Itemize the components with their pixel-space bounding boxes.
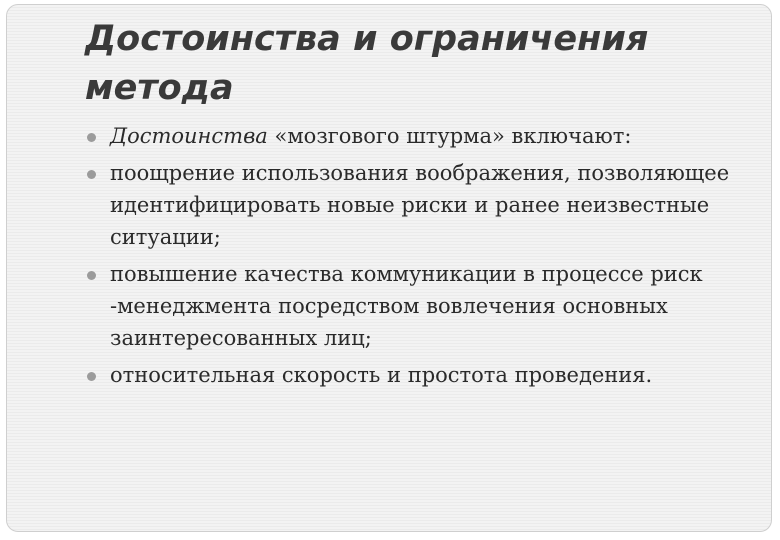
bullet-dot-icon [87, 170, 96, 179]
bullet-lead-text: Достоинства [110, 124, 268, 148]
bullet-list [87, 120, 757, 396]
bullet-text: поощрение использования воображения, позволяющее идентифицировать новые риски и ранее неизвестные ситуации; [110, 161, 730, 249]
bullet-text: относительная скорость и простота проведения. [110, 363, 653, 387]
bullet-item-communication [87, 258, 757, 354]
bullet-text: «мозгового штурма» включают: [267, 124, 632, 148]
bullet-dot-icon [87, 133, 96, 142]
slide [6, 4, 772, 532]
bullet-item-imagination [87, 157, 757, 253]
bullet-dot-icon [87, 271, 96, 280]
slide-title: Достоинства и ограничения метода [85, 19, 649, 108]
bullet-item-speed [87, 359, 757, 391]
bullet-item-advantages [87, 120, 757, 152]
bullet-text: повышение качества коммуникации в процессе риск -менеджмента посредством вовлечения основных заинтересованных лиц; [110, 262, 703, 350]
bullet-dot-icon [87, 372, 96, 381]
